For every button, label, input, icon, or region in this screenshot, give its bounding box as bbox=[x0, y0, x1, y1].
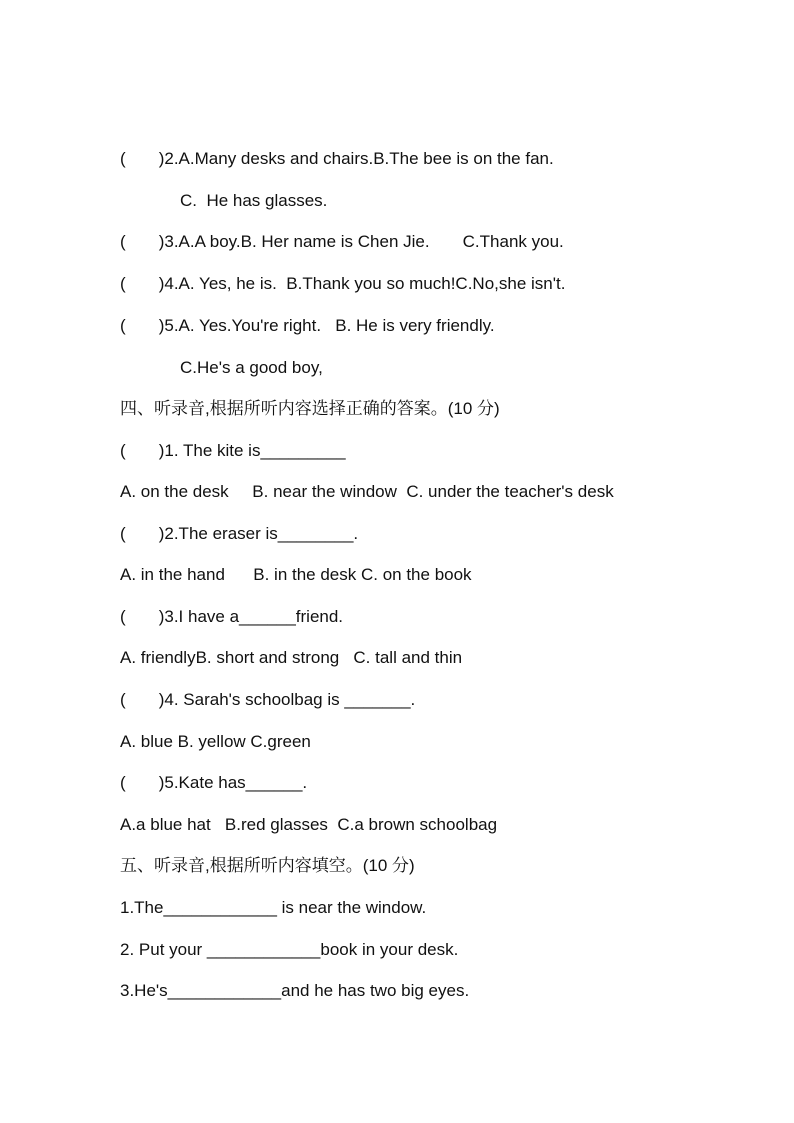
section-5-question-2: 2. Put your ____________book in your desk. bbox=[120, 940, 459, 959]
section-4-question-1: ( )1. The kite is_________ bbox=[120, 441, 346, 460]
section-4-heading: 四、听录音,根据所听内容选择正确的答案。(10 分) bbox=[120, 399, 500, 418]
section-4-question-4-options: A. blue B. yellow C.green bbox=[120, 732, 311, 751]
section-5-heading: 五、听录音,根据所听内容填空。(10 分) bbox=[120, 856, 415, 875]
section-5-question-1: 1.The____________ is near the window. bbox=[120, 898, 427, 917]
section-4-question-4: ( )4. Sarah's schoolbag is _______. bbox=[120, 690, 416, 709]
question-3-options: ( )3.A.A boy.B. Her name is Chen Jie. C.Thank you. bbox=[120, 232, 564, 251]
section-4-question-2-options: A. in the hand B. in the desk C. on the book bbox=[120, 565, 472, 584]
question-5-options: ( )5.A. Yes.You're right. B. He is very friendly. bbox=[120, 316, 495, 335]
section-4-question-5-options: A.a blue hat B.red glasses C.a brown schoolbag bbox=[120, 815, 498, 834]
section-4-question-5: ( )5.Kate has______. bbox=[120, 773, 308, 792]
section-4-question-3-options: A. friendlyB. short and strong C. tall and thin bbox=[120, 648, 463, 667]
question-5-option-c: C.He's a good boy, bbox=[180, 358, 323, 377]
section-4-question-3: ( )3.I have a______friend. bbox=[120, 607, 344, 626]
question-2-options: ( )2.A.Many desks and chairs.B.The bee is on the fan. bbox=[120, 149, 554, 168]
section-4-question-1-options: A. on the desk B. near the window C. under the teacher's desk bbox=[120, 482, 614, 501]
question-4-options: ( )4.A. Yes, he is. B.Thank you so much!C.No,she isn't. bbox=[120, 274, 566, 293]
question-2-option-c: C. He has glasses. bbox=[180, 191, 328, 210]
section-4-question-2: ( )2.The eraser is________. bbox=[120, 524, 359, 543]
section-5-question-3: 3.He's____________and he has two big eyes. bbox=[120, 981, 470, 1000]
